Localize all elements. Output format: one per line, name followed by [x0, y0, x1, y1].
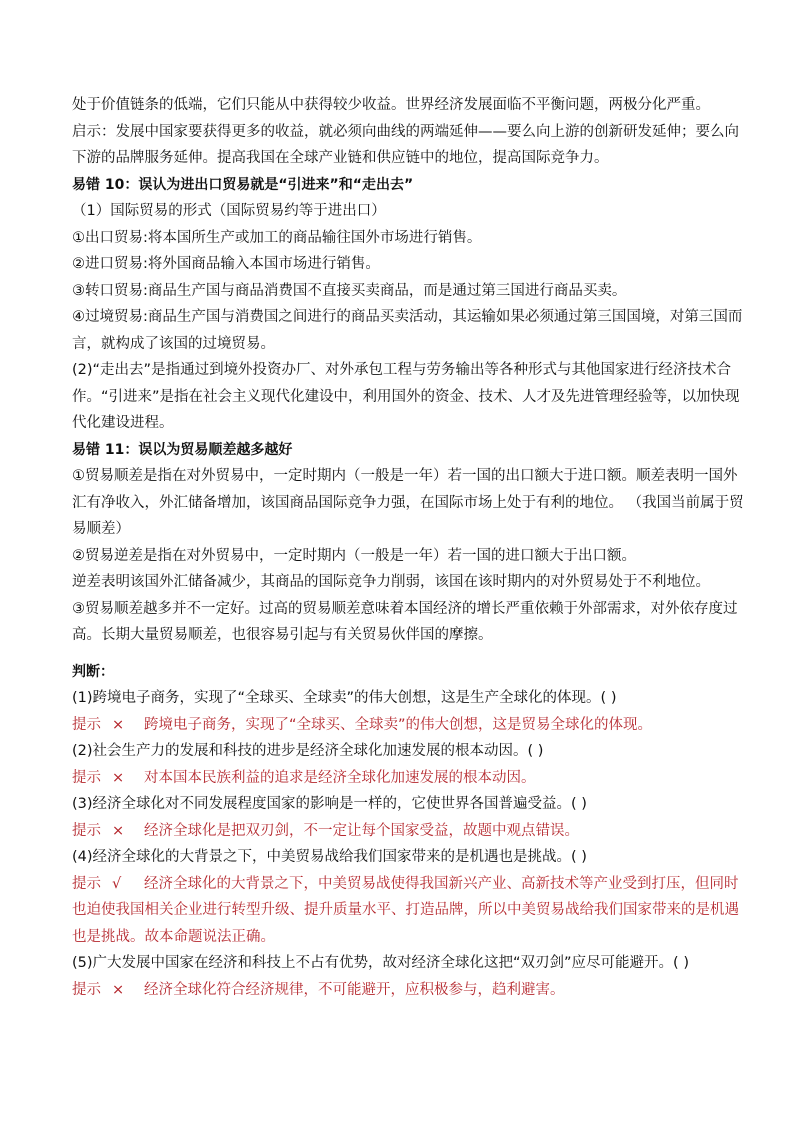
mistake-10-subheading-2-line-3: 代化建设进程。	[72, 415, 174, 431]
answer-text: 经济全球化是把双刃剑，不一定让每个国家受益，故题中观点错误。	[144, 822, 579, 839]
export-trade-item: ①出口贸易:将本国所生产或加工的商品输往国外市场进行销售。	[72, 229, 482, 246]
cross-mark-icon: ×	[112, 981, 125, 998]
excess-surplus-para-line-2: 高。长期大量贸易顺差，也很容易引起与有关贸易伙伴国的摩擦。	[72, 627, 493, 643]
cross-mark-icon: ×	[112, 716, 125, 733]
judge-answer-5	[72, 977, 732, 1004]
judge-question-2: (2)社会生产力的发展和科技的进步是经济全球化加速发展的根本动因。( )	[72, 743, 544, 759]
answer-text: 跨境电子商务，实现了“全球买、全球卖”的伟大创想，这是贸易全球化的体现。	[144, 716, 653, 733]
surplus-para-line-1: ①贸易顺差是指在对外贸易中，一定时期内（一般是一年）若一国的出口额大于进口额。顺差表明一国外	[72, 468, 738, 484]
mistake-11-heading: 易错 11：误以为贸易顺差越多越好	[72, 441, 293, 458]
tip-label: 提示	[72, 769, 101, 786]
tip-label: 提示	[72, 875, 101, 892]
transit-trade-item-line-1: ④过境贸易:商品生产国与消费国之间进行的商品买卖活动，其运输如果必须通过第三国国境，对第三国而	[72, 309, 743, 325]
answer-text: 经济全球化符合经济规律，不可能避开，应积极参与，趋利避害。	[144, 981, 565, 998]
tip-label: 提示	[72, 716, 101, 733]
transit-trade-item-line-2: 言，就构成了该国的过境贸易。	[72, 335, 275, 352]
surplus-para-line-3: 易顺差）	[72, 521, 130, 537]
mistake-10-subheading-2-line-2: 作。“引进来”是指在社会主义现代化建设中，利用国外的资金、技术、人才及先进管理经验等，以加快现	[72, 388, 740, 405]
judge-heading: 判断：	[72, 663, 114, 680]
section-spacer	[72, 649, 732, 659]
deficit-para-line-2: 逆差表明该国外汇储备减少，其商品的国际竞争力削弱，该国在该时期内的对外贸易处于不利地位。	[72, 574, 710, 590]
judge-answer-2	[72, 765, 732, 792]
check-mark-icon: √	[112, 875, 122, 892]
judge-question-3: (3)经济全球化对不同发展程度国家的影响是一样的，它使世界各国普遍受益。( )	[72, 796, 587, 812]
deficit-para-line-1: ②贸易逆差是指在对外贸易中，一定时期内（一般是一年）若一国的进口额大于出口额。	[72, 547, 636, 564]
intro-line-2: 启示：发展中国家要获得更多的收益，就必须向曲线的两端延伸——要么向上游的创新研发延伸；要么向	[72, 123, 739, 140]
judge-answer-4-line-3: 也是挑战。故本命题说法正确。	[72, 928, 275, 945]
intro-line-3: 下游的品牌服务延伸。提高我国在全球产业链和供应链中的地位，提高国际竞争力。	[72, 150, 609, 166]
cross-mark-icon: ×	[112, 822, 125, 839]
answer-text: 经济全球化的大背景之下，中美贸易战使得我国新兴产业、高新技术等产业受到打压，但同时	[144, 875, 739, 892]
judge-answer-1	[72, 712, 732, 739]
mistake-10-subheading-2-line-1: (2)“走出去”是指通过到境外投资办厂、对外承包工程与劳务输出等各种形式与其他国家进行经济技术合	[72, 362, 732, 378]
judge-answer-3	[72, 818, 732, 845]
judge-question-1: (1)跨境电子商务，实现了“全球买、全球卖”的伟大创想，这是生产全球化的体现。( )	[72, 690, 617, 706]
mistake-10-subheading-1: （1）国际贸易的形式（国际贸易约等于进出口）	[72, 203, 386, 219]
import-trade-item: ②进口贸易:将外国商品输入本国市场进行销售。	[72, 256, 380, 272]
judge-answer-4-line-2: 也迫使我国相关企业进行转型升级、提升质量水平、打造品牌，所以中美贸易战给我们国家带来的是机遇	[72, 902, 739, 918]
cross-mark-icon: ×	[112, 769, 125, 786]
answer-text: 对本国本民族利益的追求是经济全球化加速发展的根本动因。	[144, 769, 536, 786]
judge-question-5: (5)广大发展中国家在经济和科技上不占有优势，故对经济全球化这把“双刃剑”应尽可能避开。( )	[72, 955, 689, 971]
mistake-10-heading: 易错 10：误认为进出口贸易就是“引进来”和“走出去”	[72, 176, 414, 193]
judge-answer-4-line-1	[72, 871, 739, 898]
surplus-para-line-2: 汇有净收入，外汇储备增加，该国商品国际竞争力强，在国际市场上处于有利的地位。 （我国当前属于贸	[72, 494, 744, 511]
tip-label: 提示	[72, 822, 101, 839]
judge-question-4: (4)经济全球化的大背景之下，中美贸易战给我们国家带来的是机遇也是挑战。( )	[72, 849, 587, 865]
entrepot-trade-item: ③转口贸易:商品生产国与商品消费国不直接买卖商品，而是通过第三国进行商品买卖。	[72, 282, 627, 299]
excess-surplus-para-line-1: ③贸易顺差越多并不一定好。过高的贸易顺差意味着本国经济的增长严重依赖于外部需求，对外依存度过	[72, 600, 738, 617]
document-body	[72, 92, 744, 1003]
intro-line-1: 处于价值链条的低端，它们只能从中获得较少收益。世界经济发展面临不平衡问题，两极分化严重。	[72, 97, 710, 113]
tip-label: 提示	[72, 981, 101, 998]
